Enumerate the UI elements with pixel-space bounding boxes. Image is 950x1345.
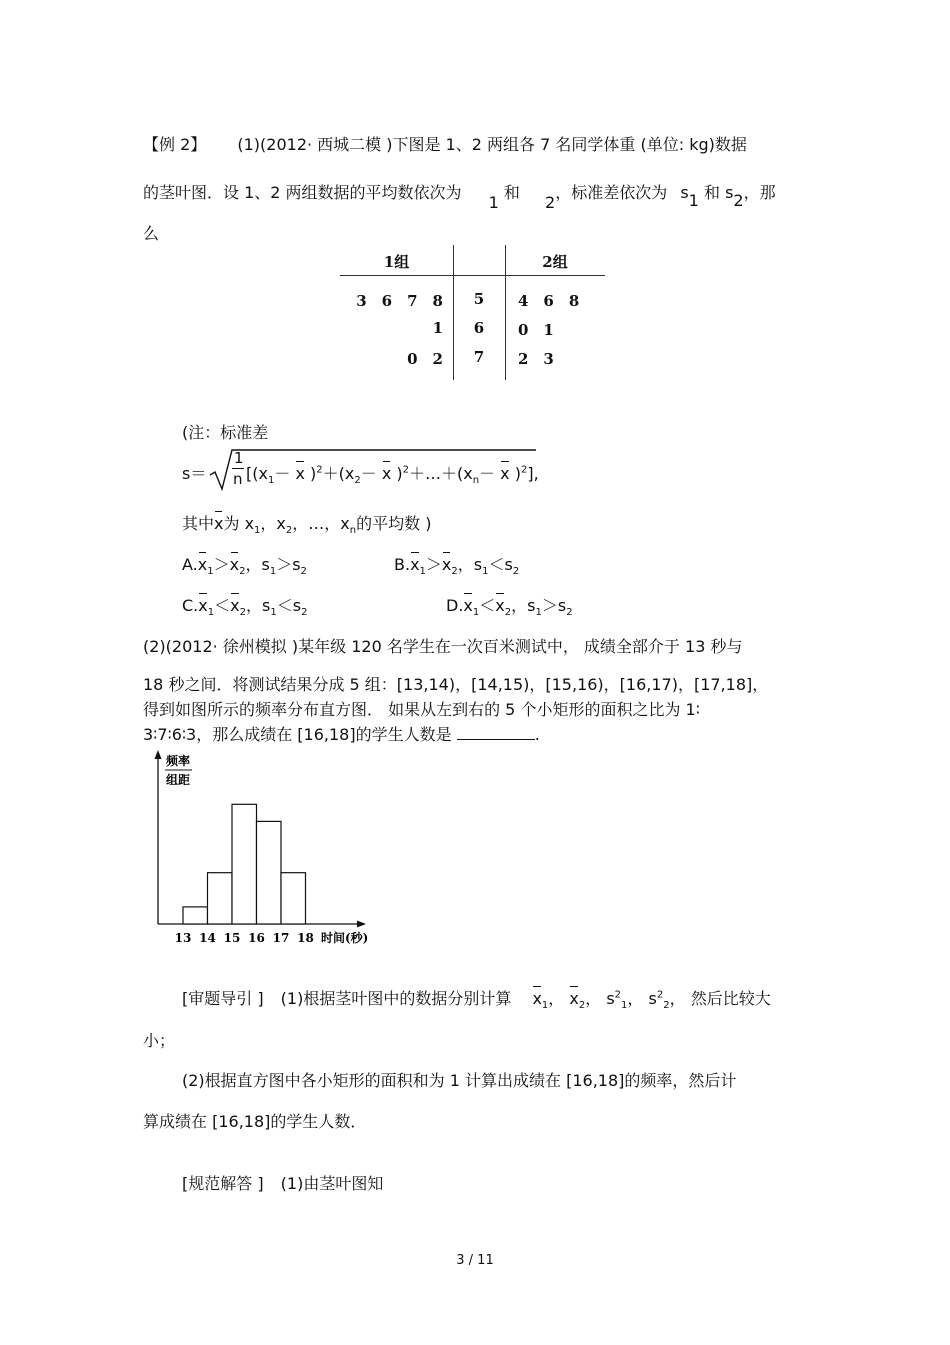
stem-leaf-left-row-3: 0 2 [407,350,443,368]
x-tick-16: 16 [248,931,265,945]
stem-leaf-right-row-2: 0 1 [518,321,554,339]
stem-leaf-right-row-3: 2 3 [518,350,554,368]
example-line-1 [143,132,747,155]
guide-line-1: [审题导引 ] (1)根据茎叶图中的数据分别计算 $x_1$， $x_2$， $s^2_1$， $s^2_2$， 然后比较大 [182,989,771,1012]
x-axis-arrow-icon [357,921,366,928]
y-axis-arrow-icon [155,750,162,759]
y-label-bottom: 组距 [166,773,191,787]
guide-line-2: 小； [143,1031,176,1050]
page-number: 3 / 11 [456,1253,494,1268]
option-b[interactable]: $B.x_1>x_2$，$s_1<s_2$ [394,555,520,578]
part2-line-2: 18 秒之间．将测试结果分成 5 组：[13,14)，[14,15)，[15,16)，[16,17)，[17,18]， [143,675,769,694]
frequency-histogram [140,748,380,953]
solution-label: [规范解答 ] [182,1174,264,1193]
note-where: 其中x为 $x_1$，$x_2$，…，$x_n$的平均数 ) [182,514,432,537]
x-tick-15: 15 [223,931,241,945]
guide-line-4: 算成绩在 [16,18]的学生人数． [143,1112,367,1131]
histogram-bar-2 [208,873,233,924]
histogram-bar-4 [257,821,282,924]
stem-leaf-stem-row-3: 7 [473,348,485,366]
x-tick-18: 18 [297,931,314,945]
x-axis-label: 时间(秒) [321,931,369,945]
example-label: 【例 2】 [143,135,207,154]
option-d[interactable]: $D.x_1<x_2$，$s_1>s_2$ [446,596,573,619]
guide-line-3: (2)根据直方图中各小矩形的面积和为 1 计算出成绩在 [16,18]的频率，然后计 [182,1071,737,1090]
x-tick-13: 13 [174,931,192,945]
histogram-bar-3 [232,804,257,924]
stem-leaf-left-row-2: 1 [432,319,443,337]
std-formula: s＝ 1 n [($x_1- x$ )$^2+(x_2- x$ )$^2+\dots+(x_n- x$ )$^2$], [182,445,562,495]
stem-leaf-stem-row-2: 6 [473,319,485,337]
part2-line-3: 得到如图所示的频率分布直方图． 如果从左到右的 5 个小矩形的面积之比为 1∶ [143,700,700,719]
stem-leaf-stem-row-1: 5 [473,290,485,308]
solution-line: [规范解答 ] (1)由茎叶图知 [182,1174,384,1193]
histogram-bar-5 [281,873,306,924]
histogram-bar-1 [183,907,208,924]
stem-leaf-header-rule [340,275,605,276]
x-tick-17: 17 [272,931,290,945]
answer-blank[interactable] [457,725,535,740]
stem-leaf-left-row-1: 3 6 7 8 [356,292,443,310]
x-tick-14: 14 [199,931,216,945]
part2-line-4: 3∶7∶6∶3，那么成绩在 [16,18]的学生人数是 . [143,725,540,744]
guide-label: [审题导引 ] [182,989,264,1008]
example-text-1: (1)(2012· 西城二模 )下图是 1、2 两组各 7 名同学体重 (单位: kg)数据 [237,135,747,154]
formula-body: [($x_1- x$ )$^2+(x_2- x$ )$^2+\dots+(x_n- x$ )$^2$], [246,464,539,487]
stem-leaf-plot [340,245,605,380]
stem-leaf-header-right: 2组 [542,253,568,271]
option-a[interactable]: $A.x_1>x_2$，$s_1>s_2$ [182,555,307,578]
y-label-top: 频率 [166,754,191,768]
example-line-2: 的茎叶图．设 1、2 两组数据的平均数依次为 1 和 2，标准差依次为 s1 和 s2，那 [143,183,776,212]
example-line-3: 么 [143,224,160,243]
part2-line-1: (2)(2012· 徐州模拟 )某年级 120 名学生在一次百米测试中， 成绩全部介于 13 秒与 [143,637,743,656]
stem-leaf-header-left: 1组 [383,253,410,271]
note-title: (注：标准差 [182,423,269,442]
option-c[interactable]: $C.x_1<x_2$，$s_1<s_2$ [182,596,308,619]
stem-leaf-right-row-1: 4 6 8 [518,292,580,310]
